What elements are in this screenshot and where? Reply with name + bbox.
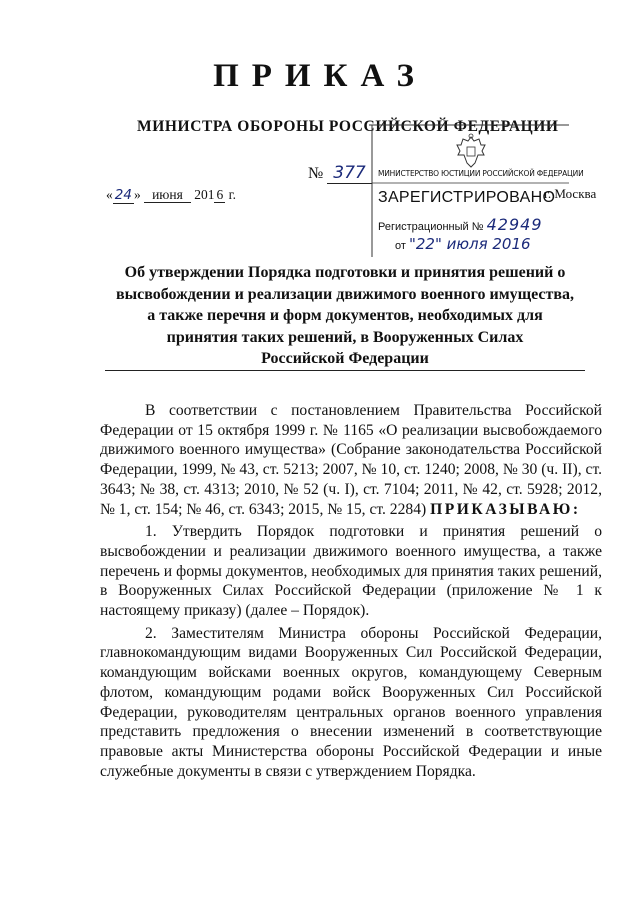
ministry-heading: МИНИСТРА ОБОРОНЫ РОССИЙСКОЙ ФЕДЕРАЦИИ	[137, 118, 559, 135]
subject-line: Об утверждении Порядка подготовки и принятия решений о	[124, 264, 566, 281]
subject-line: принятия таких решений, в Вооруженных Силах	[166, 328, 524, 346]
order-date	[106, 187, 236, 203]
city: г. Москва	[544, 186, 597, 201]
number-sign: №	[308, 165, 324, 182]
stamp-ministry-line: МИНИСТЕРСТВО ЮСТИЦИИ РОССИЙСКОЙ ФЕДЕРАЦИИ	[378, 169, 584, 178]
stamp-reg-label: Регистрационный №	[378, 221, 484, 233]
item-2-paragraph: 2. Заместителям Министра обороны Российской Федерации, главнокомандующим видами Вооруженных Сил Российской Федерации, командующим войсками военных округов, командующему Северным флотом, командующим родами войск Вооруженных Сил Российской Федерации, руководителям центральных органов военного управления представить предложения о внесении изменений в соответствующие правовые акты Министерства обороны Российской Федерации и иные служебные документы в связи с утверждением Порядка.	[100, 624, 602, 780]
stamp-date-value: "22" июля 2016	[408, 235, 531, 253]
document-title: ПРИКАЗ	[213, 58, 427, 94]
preamble-text: В соответствии с постановлением Правительства Российской Федерации от 15 октября 1999 г. № 1165 «О реализации высвобождаемого движимого военного имущества» (Собрание законодательства Российской Федерации, 1999, № 43, ст. 5213; 2007, № 10, ст. 1240; 2008, № 30 (ч. II), ст. 3643; № 38, ст. 4313; 2010, № 52 (ч. I), ст. 7104; 2011, № 42, ст. 5928; 2012, № 1, ст. 154; № 46, ст. 6343; 2015, № 15, ст. 2284)	[100, 402, 602, 518]
subject-line: высвобождении и реализации движимого военного имущества,	[115, 285, 575, 303]
date-open-quote: «	[106, 187, 113, 202]
date-year-suffix: 6	[216, 187, 224, 202]
subject-line: Российской Федерации	[105, 348, 585, 371]
stamp-reg-number-value: 42949	[486, 215, 543, 234]
date-year-prefix: 201	[194, 187, 215, 202]
subject-line: а также перечня и форм документов, необходимых для	[147, 307, 543, 324]
order-subject	[90, 262, 600, 371]
date-month: июня	[144, 187, 191, 203]
date-close-quote: »	[133, 187, 141, 202]
stamp-registered: ЗАРЕГИСТРИРОВАНО	[378, 189, 556, 206]
stamp-reg-date	[395, 235, 531, 253]
order-number	[308, 163, 372, 183]
stamp-date-prefix: от	[395, 240, 406, 252]
prikazyvayu: ПРИКАЗЫВАЮ:	[430, 500, 581, 518]
preamble-paragraph	[100, 401, 602, 519]
item-1-paragraph: 1. Утвердить Порядок подготовки и принятия решений о высвобождении и реализации движимого военного имущества, а также перечень и формы документов, необходимых для принятия таких решений, в Вооруженных Силах Российской Федерации (приложение № 1 к настоящему приказу) (далее – Порядок).	[100, 523, 602, 620]
stamp-reg-number	[378, 215, 543, 234]
order-number-value: 377	[327, 163, 371, 184]
date-day: 24	[114, 187, 132, 203]
order-body	[100, 401, 602, 781]
date-year-unit: г.	[228, 187, 236, 202]
